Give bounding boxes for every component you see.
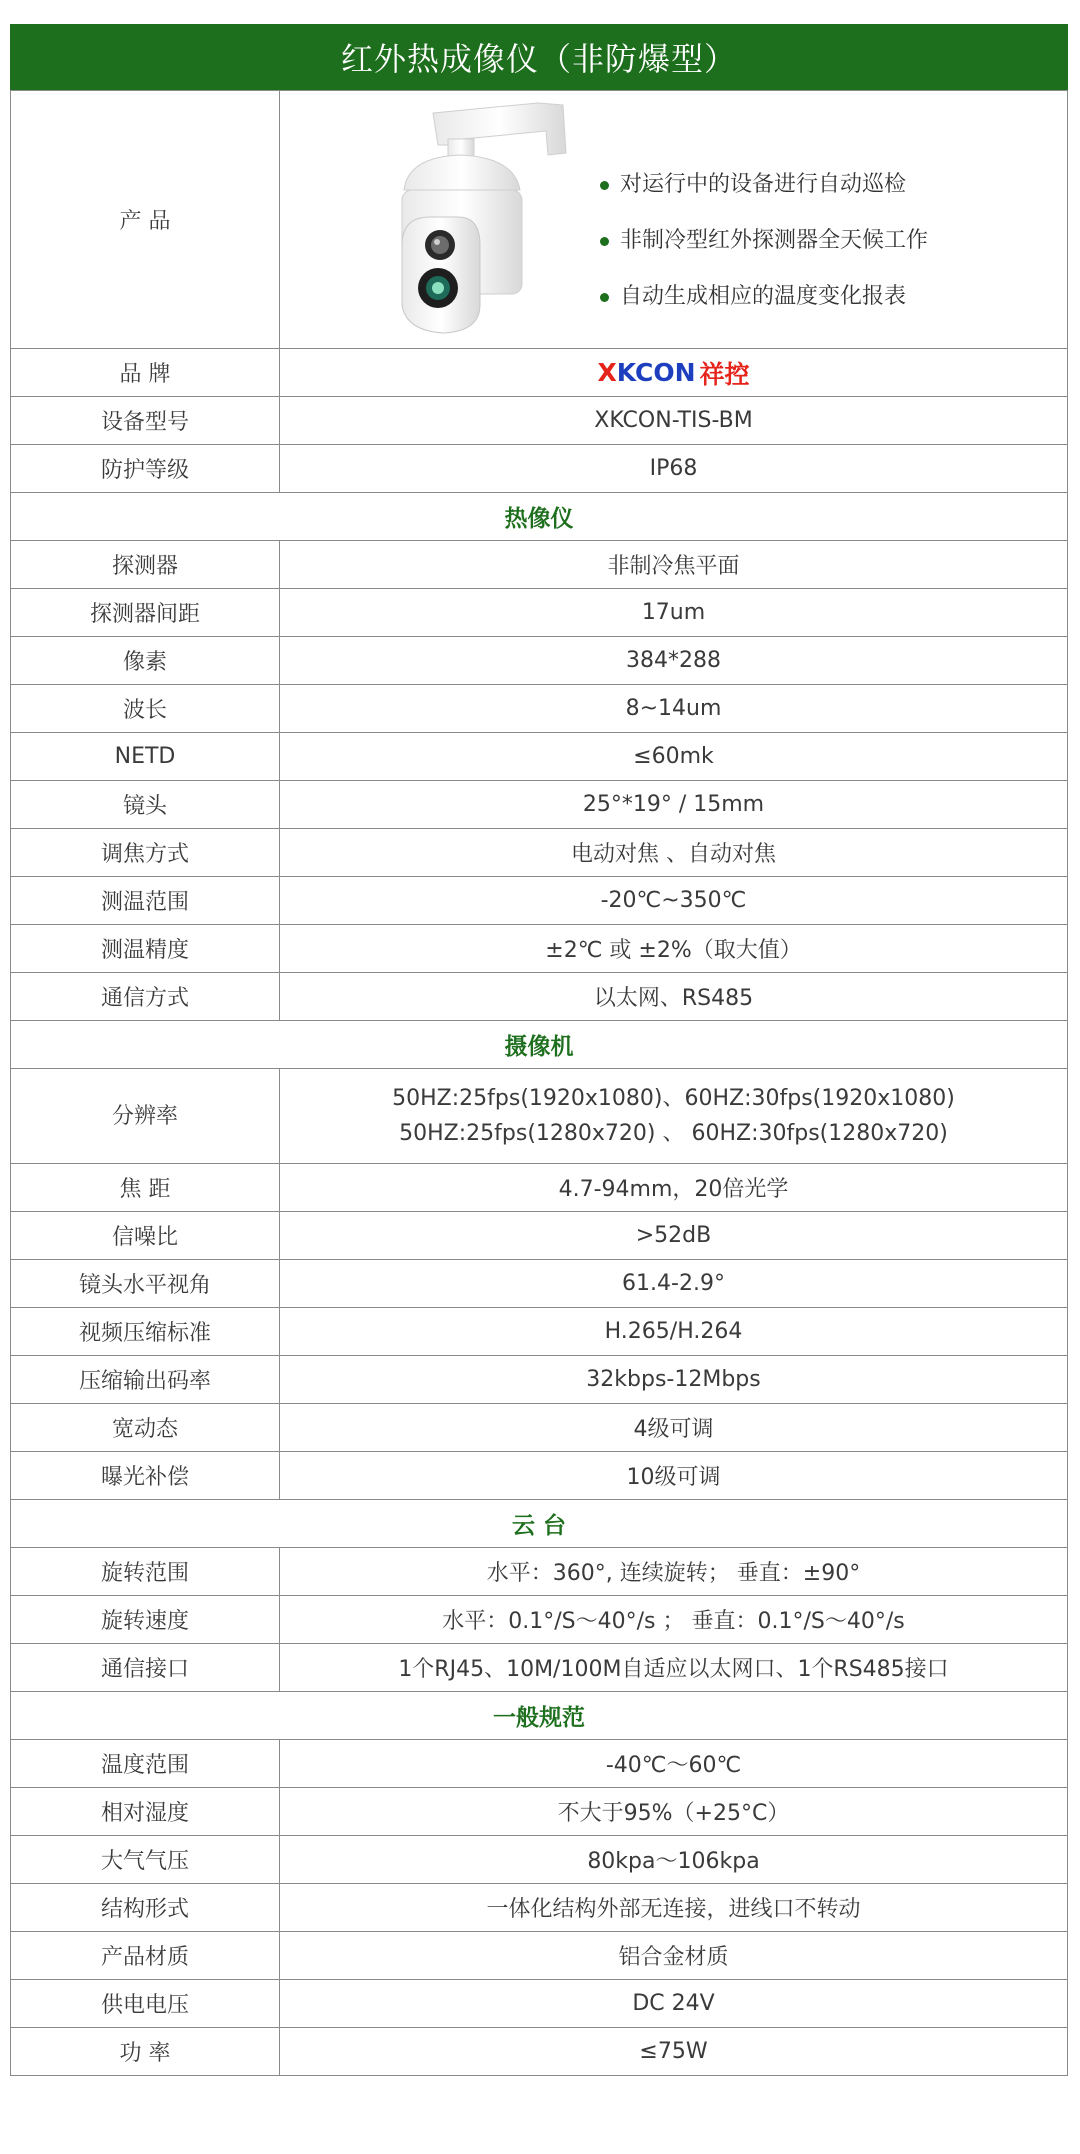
row-value: -20℃~350℃ — [280, 877, 1068, 925]
row-label: 探测器间距 — [11, 589, 280, 637]
bullet-icon — [600, 181, 609, 190]
section-title: 一般规范 — [11, 1692, 1068, 1740]
spec-row — [11, 1308, 1068, 1356]
section-header — [11, 1021, 1068, 1069]
row-label: 设备型号 — [11, 397, 280, 445]
row-label: 产 品 — [11, 91, 280, 349]
spec-row — [11, 973, 1068, 1021]
spec-row — [11, 733, 1068, 781]
row-value: 384*288 — [280, 637, 1068, 685]
spec-row — [11, 1788, 1068, 1836]
spec-row — [11, 685, 1068, 733]
row-value: 17um — [280, 589, 1068, 637]
row-label: 品 牌 — [11, 349, 280, 397]
spec-row — [11, 1980, 1068, 2028]
row-label: 分辨率 — [11, 1069, 280, 1164]
row-label: 测温范围 — [11, 877, 280, 925]
section-title: 热像仪 — [11, 493, 1068, 541]
row-label: 调焦方式 — [11, 829, 280, 877]
section-title: 摄像机 — [11, 1021, 1068, 1069]
spec-row — [11, 637, 1068, 685]
row-value: 8~14um — [280, 685, 1068, 733]
brand-row — [11, 349, 1068, 397]
spec-row — [11, 1932, 1068, 1980]
spec-row — [11, 1836, 1068, 1884]
resolution-line: 50HZ:25fps(1280x720) 、 60HZ:30fps(1280x720) — [399, 1121, 948, 1146]
brand-cell — [280, 349, 1068, 397]
row-value: IP68 — [280, 445, 1068, 493]
feature-item: 自动生成相应的温度变化报表 — [600, 269, 928, 325]
row-label: NETD — [11, 733, 280, 781]
row-value: 1个RJ45、10M/100M自适应以太网口、1个RS485接口 — [280, 1644, 1068, 1692]
row-label: 温度范围 — [11, 1740, 280, 1788]
spec-row — [11, 1356, 1068, 1404]
row-label: 旋转速度 — [11, 1596, 280, 1644]
row-value: 4.7-94mm，20倍光学 — [280, 1164, 1068, 1212]
row-label: 产品材质 — [11, 1932, 280, 1980]
row-label: 镜头 — [11, 781, 280, 829]
ptz-camera-image — [388, 95, 578, 343]
row-value: 水平：0.1°/S～40°/s ； 垂直：0.1°/S～40°/s — [280, 1596, 1068, 1644]
feature-item: 非制冷型红外探测器全天候工作 — [600, 213, 928, 269]
spec-row — [11, 1596, 1068, 1644]
row-label: 供电电压 — [11, 1980, 280, 2028]
bullet-icon — [600, 237, 609, 246]
row-label: 像素 — [11, 637, 280, 685]
section-title: 云 台 — [11, 1500, 1068, 1548]
spec-row — [11, 397, 1068, 445]
spec-row — [11, 925, 1068, 973]
row-label: 焦 距 — [11, 1164, 280, 1212]
spec-row — [11, 1740, 1068, 1788]
row-value: >52dB — [280, 1212, 1068, 1260]
spec-row — [11, 1644, 1068, 1692]
row-label: 信噪比 — [11, 1212, 280, 1260]
row-value: 一体化结构外部无连接，进线口不转动 — [280, 1884, 1068, 1932]
row-value: 电动对焦 、自动对焦 — [280, 829, 1068, 877]
row-value: 4级可调 — [280, 1404, 1068, 1452]
row-label: 镜头水平视角 — [11, 1260, 280, 1308]
row-label: 视频压缩标准 — [11, 1308, 280, 1356]
spec-row — [11, 1404, 1068, 1452]
row-label: 结构形式 — [11, 1884, 280, 1932]
section-header — [11, 1692, 1068, 1740]
row-value: 10级可调 — [280, 1452, 1068, 1500]
row-value: 61.4-2.9° — [280, 1260, 1068, 1308]
bullet-icon — [600, 293, 609, 302]
spec-row — [11, 877, 1068, 925]
resolution-line: 50HZ:25fps(1920x1080)、60HZ:30fps(1920x1080) — [392, 1086, 955, 1111]
section-header — [11, 493, 1068, 541]
row-label: 通信方式 — [11, 973, 280, 1021]
row-value: 铝合金材质 — [280, 1932, 1068, 1980]
row-value: 不大于95%（+25°C） — [280, 1788, 1068, 1836]
row-value: ≤60mk — [280, 733, 1068, 781]
section-header — [11, 1500, 1068, 1548]
spec-row — [11, 589, 1068, 637]
row-label: 曝光补偿 — [11, 1452, 280, 1500]
row-value: 非制冷焦平面 — [280, 541, 1068, 589]
spec-row — [11, 1884, 1068, 1932]
row-label: 通信接口 — [11, 1644, 280, 1692]
spec-row — [11, 541, 1068, 589]
spec-row — [11, 1260, 1068, 1308]
row-label: 功 率 — [11, 2028, 280, 2076]
spec-row — [11, 1164, 1068, 1212]
row-value: 25°*19° / 15mm — [280, 781, 1068, 829]
product-cell — [280, 91, 1068, 349]
row-label: 探测器 — [11, 541, 280, 589]
row-value: 80kpa～106kpa — [280, 1836, 1068, 1884]
feature-item: 对运行中的设备进行自动巡检 — [600, 157, 928, 213]
row-label: 宽动态 — [11, 1404, 280, 1452]
row-value: ±2℃ 或 ±2%（取大值） — [280, 925, 1068, 973]
row-value: 水平：360°, 连续旋转； 垂直：±90° — [280, 1548, 1068, 1596]
spec-sheet — [10, 24, 1068, 2076]
spec-row — [11, 445, 1068, 493]
product-row — [11, 91, 1068, 349]
resolution-row — [11, 1069, 1068, 1164]
feature-list — [600, 157, 928, 325]
row-value: H.265/H.264 — [280, 1308, 1068, 1356]
row-label: 相对湿度 — [11, 1788, 280, 1836]
spec-row — [11, 781, 1068, 829]
row-value: XKCON-TIS-BM — [280, 397, 1068, 445]
spec-table — [10, 90, 1068, 2076]
spec-row — [11, 2028, 1068, 2076]
row-label: 旋转范围 — [11, 1548, 280, 1596]
row-label: 防护等级 — [11, 445, 280, 493]
spec-row — [11, 829, 1068, 877]
xkcon-logo: X KCON 祥控 — [597, 358, 750, 389]
row-label: 测温精度 — [11, 925, 280, 973]
row-value: -40℃～60℃ — [280, 1740, 1068, 1788]
row-value — [280, 1069, 1068, 1164]
row-value: DC 24V — [280, 1980, 1068, 2028]
row-value: 以太网、RS485 — [280, 973, 1068, 1021]
row-label: 大气气压 — [11, 1836, 280, 1884]
page-title: 红外热成像仪（非防爆型） — [10, 24, 1068, 90]
spec-row — [11, 1548, 1068, 1596]
row-value: 32kbps-12Mbps — [280, 1356, 1068, 1404]
row-label: 压缩输出码率 — [11, 1356, 280, 1404]
row-label: 波长 — [11, 685, 280, 733]
spec-row — [11, 1212, 1068, 1260]
spec-row — [11, 1452, 1068, 1500]
row-value: ≤75W — [280, 2028, 1068, 2076]
